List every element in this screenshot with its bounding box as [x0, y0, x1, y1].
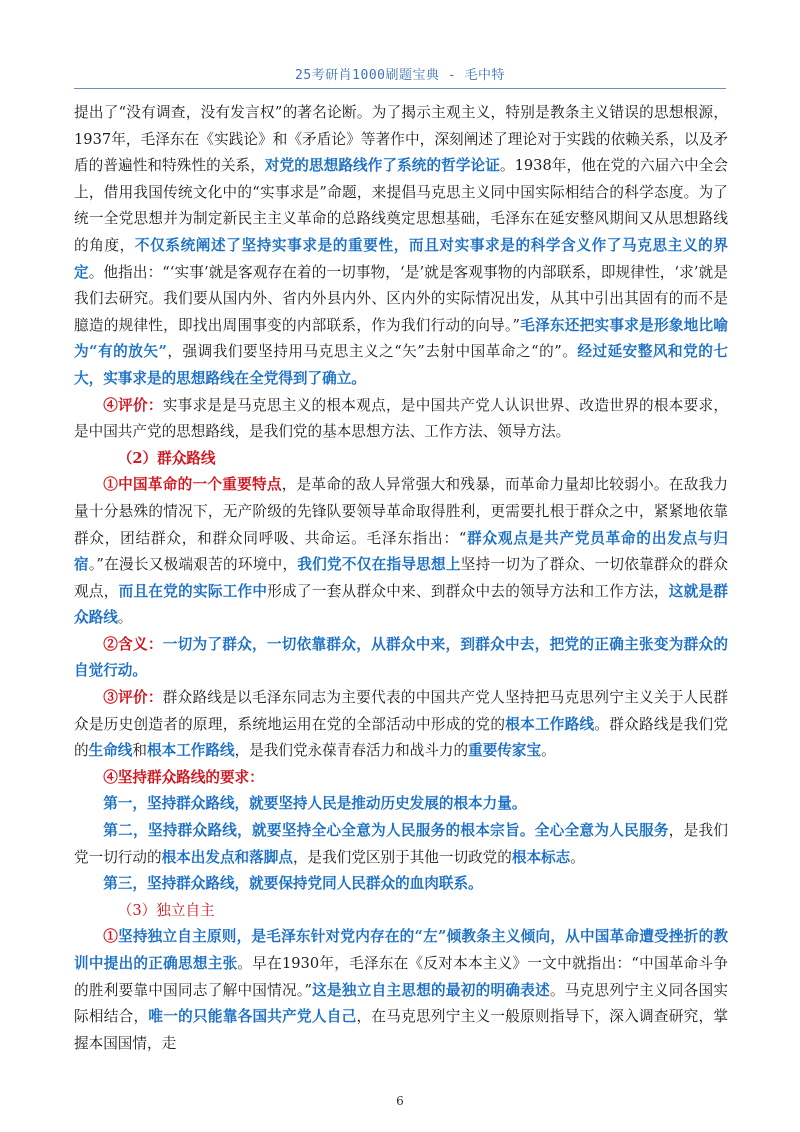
text-run: 坚持一切为了群众、一切依靠群众的群众观点，	[74, 556, 728, 600]
paragraph-mass-line-requirements	[74, 765, 728, 792]
highlight-blue: 根本工作路线	[147, 742, 235, 760]
section-heading-mass-line: （2）群众路线	[117, 449, 216, 467]
text-run: 。”在漫长又极端艰苦的环境中，	[88, 556, 298, 574]
page-number: 6	[396, 1094, 404, 1108]
text-run: ，强调我们要坚持用马克思主义之“矢”去射中国革命之“的”。	[166, 343, 578, 361]
text-run: 群众路线是以毛泽东同志为主要代表的中国共产党人坚持把马克思列宁主义关于人民群众是历史创造者的原理，系统地运用在党的全部活动中形成的党的	[74, 689, 728, 733]
highlight-blue: 根本工作路线	[505, 715, 595, 733]
highlight-blue: 不仅系统阐述了坚持实事求是的重要性，而且对实事求是的科学含义作了马克思主义的界定	[74, 236, 728, 281]
highlight-blue: 毛泽东还把实事求是形象地比喻为“有的放矢”	[74, 316, 728, 361]
highlight-blue: 根本标志	[511, 848, 571, 866]
label-red: ①	[103, 928, 119, 946]
highlight-blue: 对党的思想路线作了系统的哲学论证	[264, 157, 500, 175]
text-run: 。马克思列宁主义同各国实际相结合，	[74, 981, 728, 1026]
paragraph-requirement-first	[74, 791, 728, 818]
paragraph-mass-line-evaluation	[74, 685, 728, 765]
label-red: ②含义：	[103, 635, 163, 653]
label-red: ④评价：	[103, 396, 163, 414]
text-run: 。	[117, 609, 133, 627]
highlight-blue: 第三，坚持群众路线，就要保持党同人民群众的血肉联系。	[103, 875, 483, 893]
highlight-blue: 重要传家宝	[468, 742, 542, 760]
text-run: ，是我们党区别于其他一切政党的	[292, 848, 512, 866]
text-run: 形成了一套从群众中来、到群众中去的领导方法和工作方法，	[267, 582, 669, 600]
text-run: 。早在1930年，毛泽东在《反对本本主义》一文中就指出：“中国革命斗争的胜利要靠中国同志了解中国情况。”	[74, 955, 728, 999]
label-red: ③评价：	[103, 689, 163, 707]
page-header: 25考研肖1000刷题宝典 - 毛中特	[295, 68, 505, 83]
section-heading-independence: （3）独立自主	[117, 901, 215, 919]
label-red: ①中国革命的一个重要特点	[103, 476, 282, 494]
label-red: ④坚持群众路线的要求：	[103, 768, 264, 786]
text-run: ，是革命的敌人异常强大和残暴，而革命力量却比较弱小。在敌我力量十分悬殊的情况下，无产阶级的先锋队要领导革命取得胜利，更需要扎根于群众之中，紧紧地依靠群众，团结群众，和群众同呼吸、共命运。毛泽东指出：“	[74, 476, 728, 547]
paragraph-mass-line-meaning	[74, 632, 728, 685]
text-run: 实事求是是马克思主义的根本观点，是中国共产党人认识世界、改造世界的根本要求，是中国共产党的思想路线，是我们党的基本思想方法、工作方法、领导方法。	[74, 396, 728, 441]
paragraph-independence-origin	[74, 924, 728, 1057]
highlight-blue: 群众观点是共产党员革命的出发点与归宿	[74, 529, 728, 574]
text-run: ，在马克思列宁主义一般原则指导下，深入调查研究，掌握本国国情，走	[74, 1008, 728, 1052]
paragraph-mass-line-origin	[74, 472, 728, 632]
paragraph-seek-truth-evaluation	[74, 393, 728, 446]
text-run: 。群众路线是我们党的	[74, 715, 728, 760]
paragraph-seek-truth-history	[74, 100, 728, 393]
text-run: 。	[570, 848, 585, 866]
highlight-blue: 生命线	[88, 742, 133, 760]
text-run: ，是我们党一切行动的	[74, 822, 728, 866]
highlight-blue: 根本出发点和落脚点	[161, 848, 293, 866]
text-run: ，是我们党永葆青春活力和战斗力的	[234, 742, 469, 760]
highlight-blue: 坚持独立自主原则，是毛泽东针对党内存在的“左”倾教条主义倾向，从中国革命遭受挫折的教训中提出的正确思想主张	[74, 928, 728, 972]
text-run: 提出了“没有调查，没有发言权”的著名论断。为了揭示主观主义，特别是教条主义错误的思想根源，1937年，毛泽东在《实践论》和《矛盾论》等著作中，深刻阐述了理论对于实践的依赖关系，以及矛盾的普遍性和特殊性的关系，	[74, 104, 728, 175]
document-body	[74, 100, 728, 1057]
highlight-blue: 一切为了群众，一切依靠群众，从群众中来，到群众中去，把党的正确主张变为群众的自觉行动。	[74, 635, 728, 680]
header-divider	[74, 88, 726, 89]
highlight-blue: 我们党不仅在指导思想上	[297, 556, 461, 574]
text-run: 和	[132, 742, 148, 760]
highlight-blue: 第二，坚持群众路线，就要坚持全心全意为人民服务的根本宗旨。全心全意为人民服务	[103, 822, 669, 840]
highlight-blue: 而且在党的实际工作中	[118, 582, 268, 600]
highlight-blue: 这是独立自主思想的最初的明确表述	[311, 981, 550, 999]
highlight-blue: 第一，坚持群众路线，就要坚持人民是推动历史发展的根本力量。	[103, 795, 527, 813]
highlight-blue: 经过延安整风和党的七大，实事求是的思想路线在全党得到了确立。	[74, 343, 728, 387]
paragraph-requirement-third	[74, 871, 728, 898]
highlight-blue: 唯一的只能靠各国共产党人自己	[148, 1008, 357, 1026]
text-run: 。	[541, 742, 556, 760]
paragraph-requirement-second	[74, 818, 728, 871]
text-run: 。他指出：“‘实事’就是客观存在着的一切事物，‘是’就是客观事物的内部联系，即规律性，‘求’就是我们去研究。我们要从国内外、省内外县内外、区内外的实际情况出发，从其中引出其固有的而不是臆造的规律性，即找出周围事变的内部联系，作为我们行动的向导。”	[74, 263, 728, 334]
text-run: 。1938年，他在党的六届六中全会上，借用我国传统文化中的“实事求是”命题，来提倡马克思主义同中国实际相结合的科学态度。为了统一全党思想并为制定新民主主义革命的总路线奠定思想基础，毛泽东在延安整风期间又从思想路线的角度，	[74, 157, 728, 254]
highlight-blue: 这就是群众路线	[74, 582, 728, 627]
